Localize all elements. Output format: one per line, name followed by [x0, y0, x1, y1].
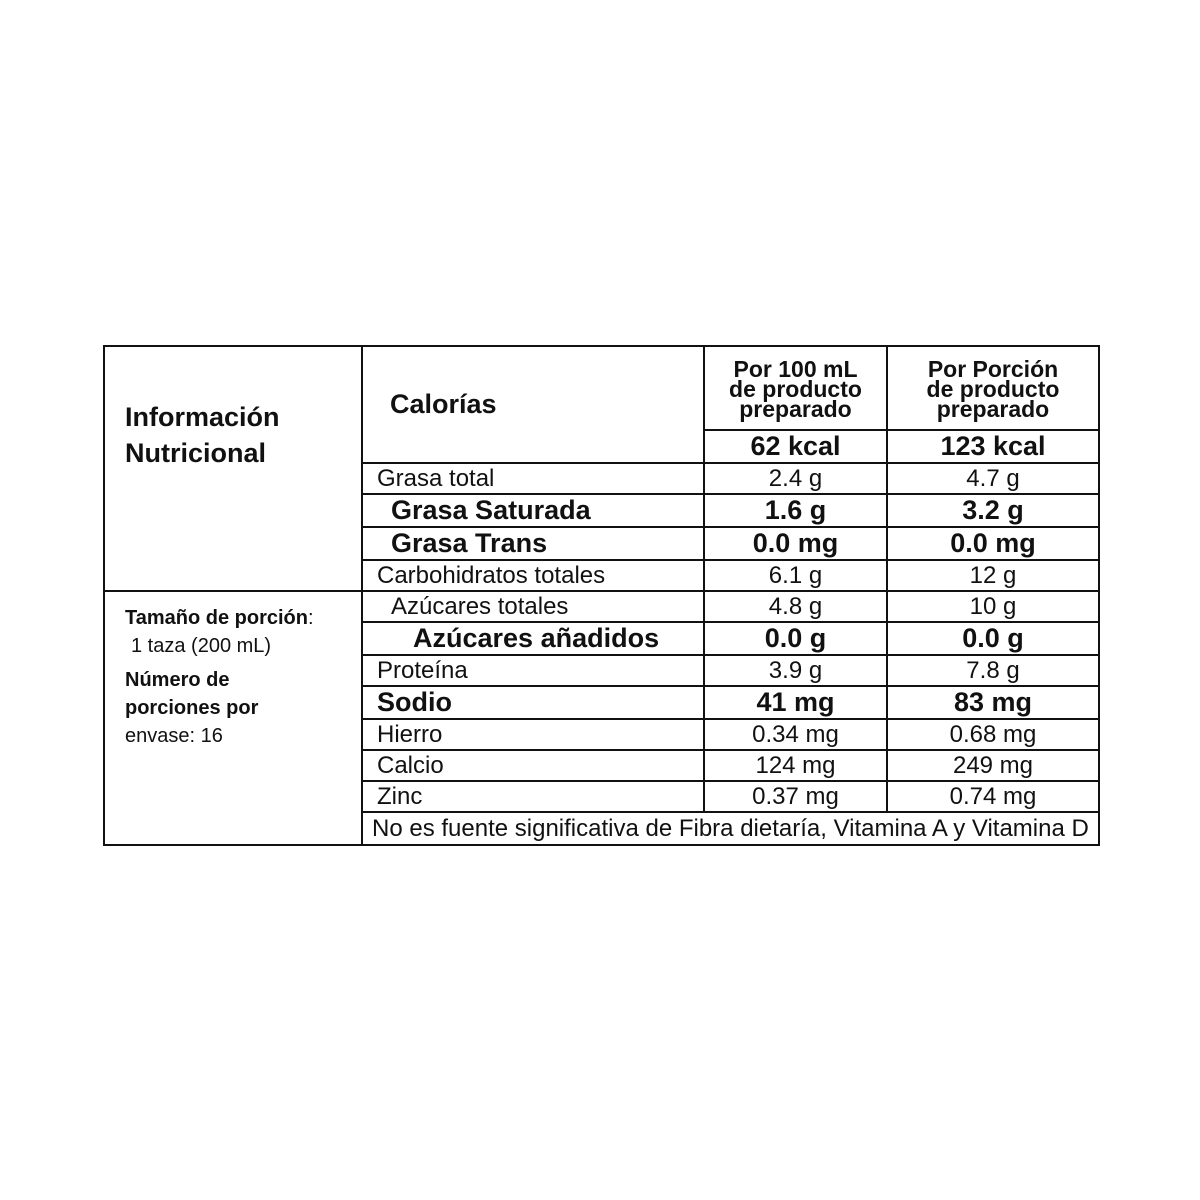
nutrient-value-per-100ml: 0.0 g [704, 622, 887, 655]
nutrient-value-per-100ml: 0.0 mg [704, 527, 887, 560]
column-header-per-100ml: Por 100 mL de producto preparado [704, 346, 887, 430]
nutrient-value-per-100ml: 1.6 g [704, 494, 887, 527]
nutrient-value-per-100ml: 0.37 mg [704, 781, 887, 812]
nutrient-name: Calcio [362, 750, 704, 781]
nutrition-facts-table [103, 345, 1100, 846]
calories-label: Calorías [362, 346, 704, 463]
nutrient-value-per-portion: 3.2 g [887, 494, 1099, 527]
nutrient-value-per-100ml: 4.8 g [704, 591, 887, 622]
serving-size-value: 1 taza (200 mL) [131, 635, 272, 657]
table-title [104, 346, 362, 591]
nutrient-value-per-portion: 10 g [887, 591, 1099, 622]
nutrient-value-per-100ml: 2.4 g [704, 463, 887, 494]
nutrient-name: Hierro [362, 719, 704, 750]
nutrient-name: Proteína [362, 655, 704, 686]
nutrient-name: Azúcares añadidos [362, 622, 704, 655]
nutrient-name: Sodio [362, 686, 704, 719]
nutrient-name: Grasa total [362, 463, 704, 494]
nutrient-name: Carbohidratos totales [362, 560, 704, 591]
nutrient-name: Azúcares totales [362, 591, 704, 622]
nutrient-name: Grasa Saturada [362, 494, 704, 527]
title-line-1: Información [125, 402, 280, 432]
calories-per-portion: 123 kcal [887, 430, 1099, 463]
nutrient-value-per-100ml: 124 mg [704, 750, 887, 781]
servings-count-value: envase: 16 [125, 725, 223, 747]
footnote: No es fuente significativa de Fibra dietaría, Vitamina A y Vitamina D [362, 812, 1099, 845]
title-line-2: Nutricional [125, 438, 267, 468]
nutrient-value-per-portion: 83 mg [887, 686, 1099, 719]
serving-info: Tamaño de porción: 1 taza (200 mL) Número de porciones por envase: 16 [104, 591, 362, 845]
table-row [104, 591, 1099, 622]
nutrient-name: Grasa Trans [362, 527, 704, 560]
nutrient-name: Zinc [362, 781, 704, 812]
servings-count-label-1: Número de [125, 669, 230, 691]
nutrient-value-per-portion: 12 g [887, 560, 1099, 591]
nutrient-value-per-portion: 4.7 g [887, 463, 1099, 494]
serving-size-label: Tamaño de porción [125, 607, 308, 629]
nutrient-value-per-100ml: 0.34 mg [704, 719, 887, 750]
nutrient-value-per-100ml: 3.9 g [704, 655, 887, 686]
nutrient-value-per-100ml: 6.1 g [704, 560, 887, 591]
nutrient-value-per-100ml: 41 mg [704, 686, 887, 719]
nutrient-value-per-portion: 7.8 g [887, 655, 1099, 686]
servings-count-label-2: porciones por [125, 697, 259, 719]
calories-per-100ml: 62 kcal [704, 430, 887, 463]
nutrient-value-per-portion: 0.68 mg [887, 719, 1099, 750]
nutrient-value-per-portion: 0.0 mg [887, 527, 1099, 560]
nutrient-value-per-portion: 249 mg [887, 750, 1099, 781]
nutrient-value-per-portion: 0.0 g [887, 622, 1099, 655]
nutrient-value-per-portion: 0.74 mg [887, 781, 1099, 812]
column-header-per-portion: Por Porción de producto preparado [887, 346, 1099, 430]
